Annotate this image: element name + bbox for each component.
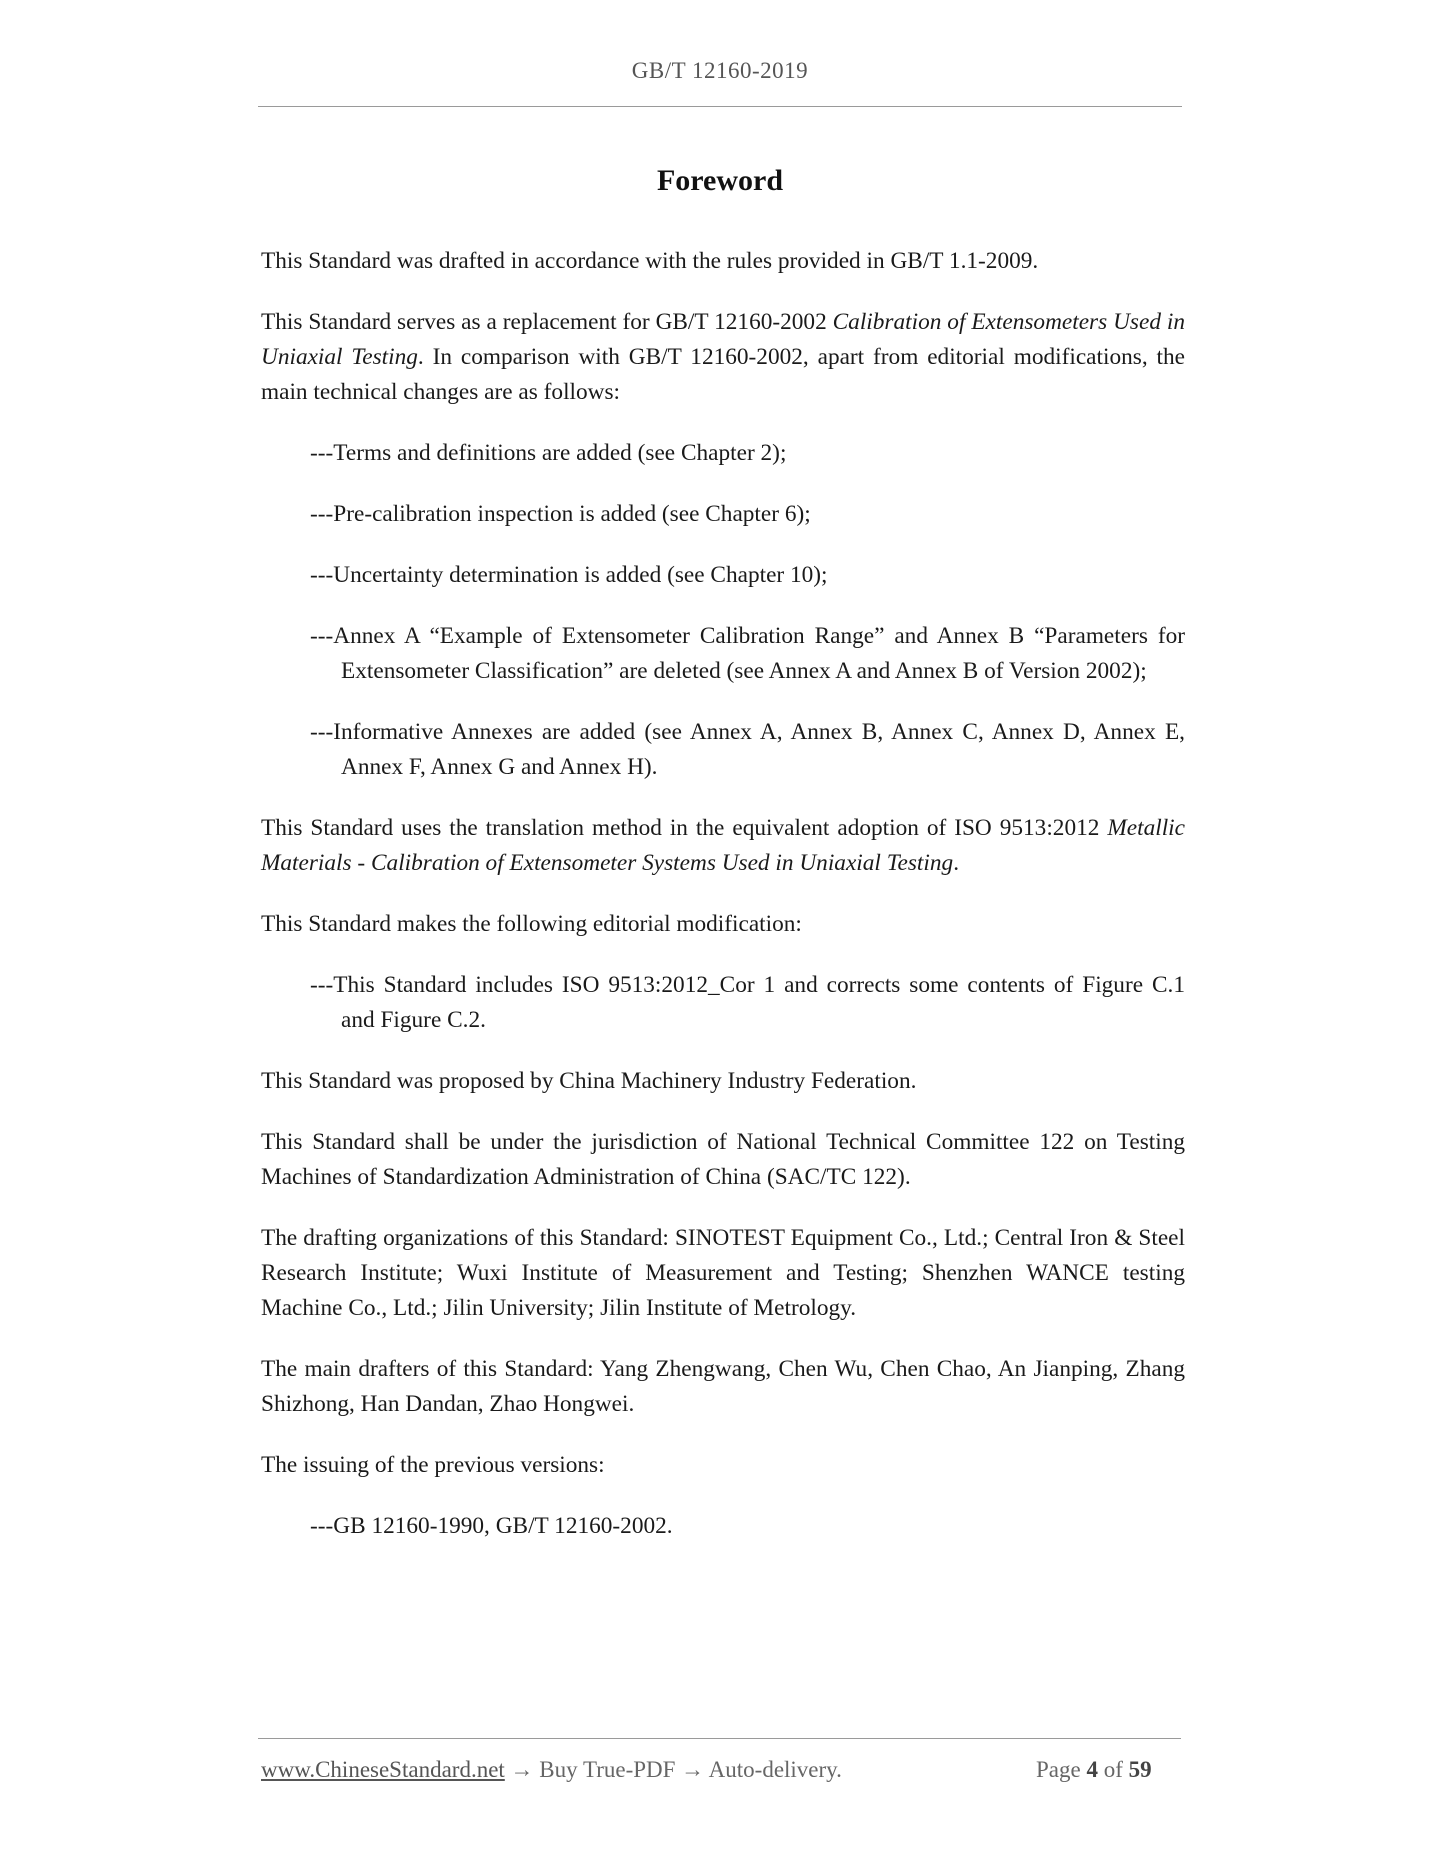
text-span: This Standard uses the translation method in the equivalent adoption of ISO 9513:2012 — [261, 815, 1108, 841]
text-span: . — [953, 850, 960, 876]
page-total: 59 — [1128, 1757, 1152, 1782]
list-item: ---GB 12160-1990, GB/T 12160-2002. — [310, 1513, 673, 1539]
of-label: of — [1097, 1757, 1129, 1782]
paragraph: This Standard was proposed by China Machinery Industry Federation. — [261, 1068, 917, 1094]
footer-promo — [261, 1757, 842, 1783]
promo-text: → Buy True-PDF → Auto-delivery. — [504, 1757, 842, 1782]
site-link[interactable]: www.ChineseStandard.net — [261, 1757, 505, 1782]
paragraph: This Standard makes the following editorial modification: — [261, 911, 802, 937]
standard-title-italic: Calibration of Extensometers Used in Uniaxial Testing — [261, 309, 1186, 370]
page-label: Page — [1036, 1757, 1087, 1782]
text-span: . In comparison with GB/T 12160-2002, apart from editorial modifications, the main technical changes are as follows: — [261, 344, 1186, 405]
list-item: ---Pre-calibration inspection is added (see Chapter 6); — [310, 501, 811, 527]
list-item: ---Informative Annexes are added (see Annex A, Annex B, Annex C, Annex D, Annex E, Annex F, Annex G and Annex H). — [310, 719, 1185, 780]
document-body — [261, 244, 1185, 1570]
list-item: ---This Standard includes ISO 9513:2012_Cor 1 and corrects some contents of Figure C.1 and Figure C.2. — [310, 972, 1185, 1033]
paragraph: The issuing of the previous versions: — [261, 1452, 605, 1478]
page-indicator — [1036, 1757, 1152, 1783]
text-span: This Standard serves as a replacement for GB/T 12160-2002 — [261, 309, 833, 335]
page-number: 4 — [1086, 1757, 1098, 1782]
paragraph: This Standard was drafted in accordance with the rules provided in GB/T 1.1-2009. — [261, 248, 1039, 274]
list-item: ---Terms and definitions are added (see Chapter 2); — [310, 440, 787, 466]
page-header — [258, 58, 1182, 84]
paragraph — [261, 305, 1185, 410]
paragraph: This Standard shall be under the jurisdiction of National Technical Committee 122 on Testing Machines of Standardization Administration of China (SAC/TC 122). — [261, 1129, 1185, 1190]
standard-code: GB/T 12160-2019 — [631, 58, 809, 83]
paragraph: The main drafters of this Standard: Yang Zhengwang, Chen Wu, Chen Chao, An Jianping, Zhang Shizhong, Han Dandan, Zhao Hongwei. — [261, 1356, 1185, 1417]
page-title: Foreword — [656, 164, 784, 197]
list-item: ---Annex A “Example of Extensometer Calibration Range” and Annex B “Parameters for Extensometer Classification” are deleted (see Annex A and Annex B of Version 2002); — [310, 623, 1185, 684]
paragraph — [261, 811, 1185, 881]
paragraph: The drafting organizations of this Standard: SINOTEST Equipment Co., Ltd.; Central Iron & Steel Research Institute; Wuxi Institute of Measurement and Testing; Shenzhen WANCE testing Machine Co., Ltd.; Jilin University; Jilin Institute of Metrology. — [261, 1225, 1185, 1321]
header-divider — [258, 106, 1182, 107]
footer-divider — [258, 1738, 1181, 1739]
standard-title-italic: Metallic Materials - Calibration of Extensometer Systems Used in Uniaxial Testing — [261, 815, 1185, 876]
list-item: ---Uncertainty determination is added (see Chapter 10); — [310, 562, 828, 588]
